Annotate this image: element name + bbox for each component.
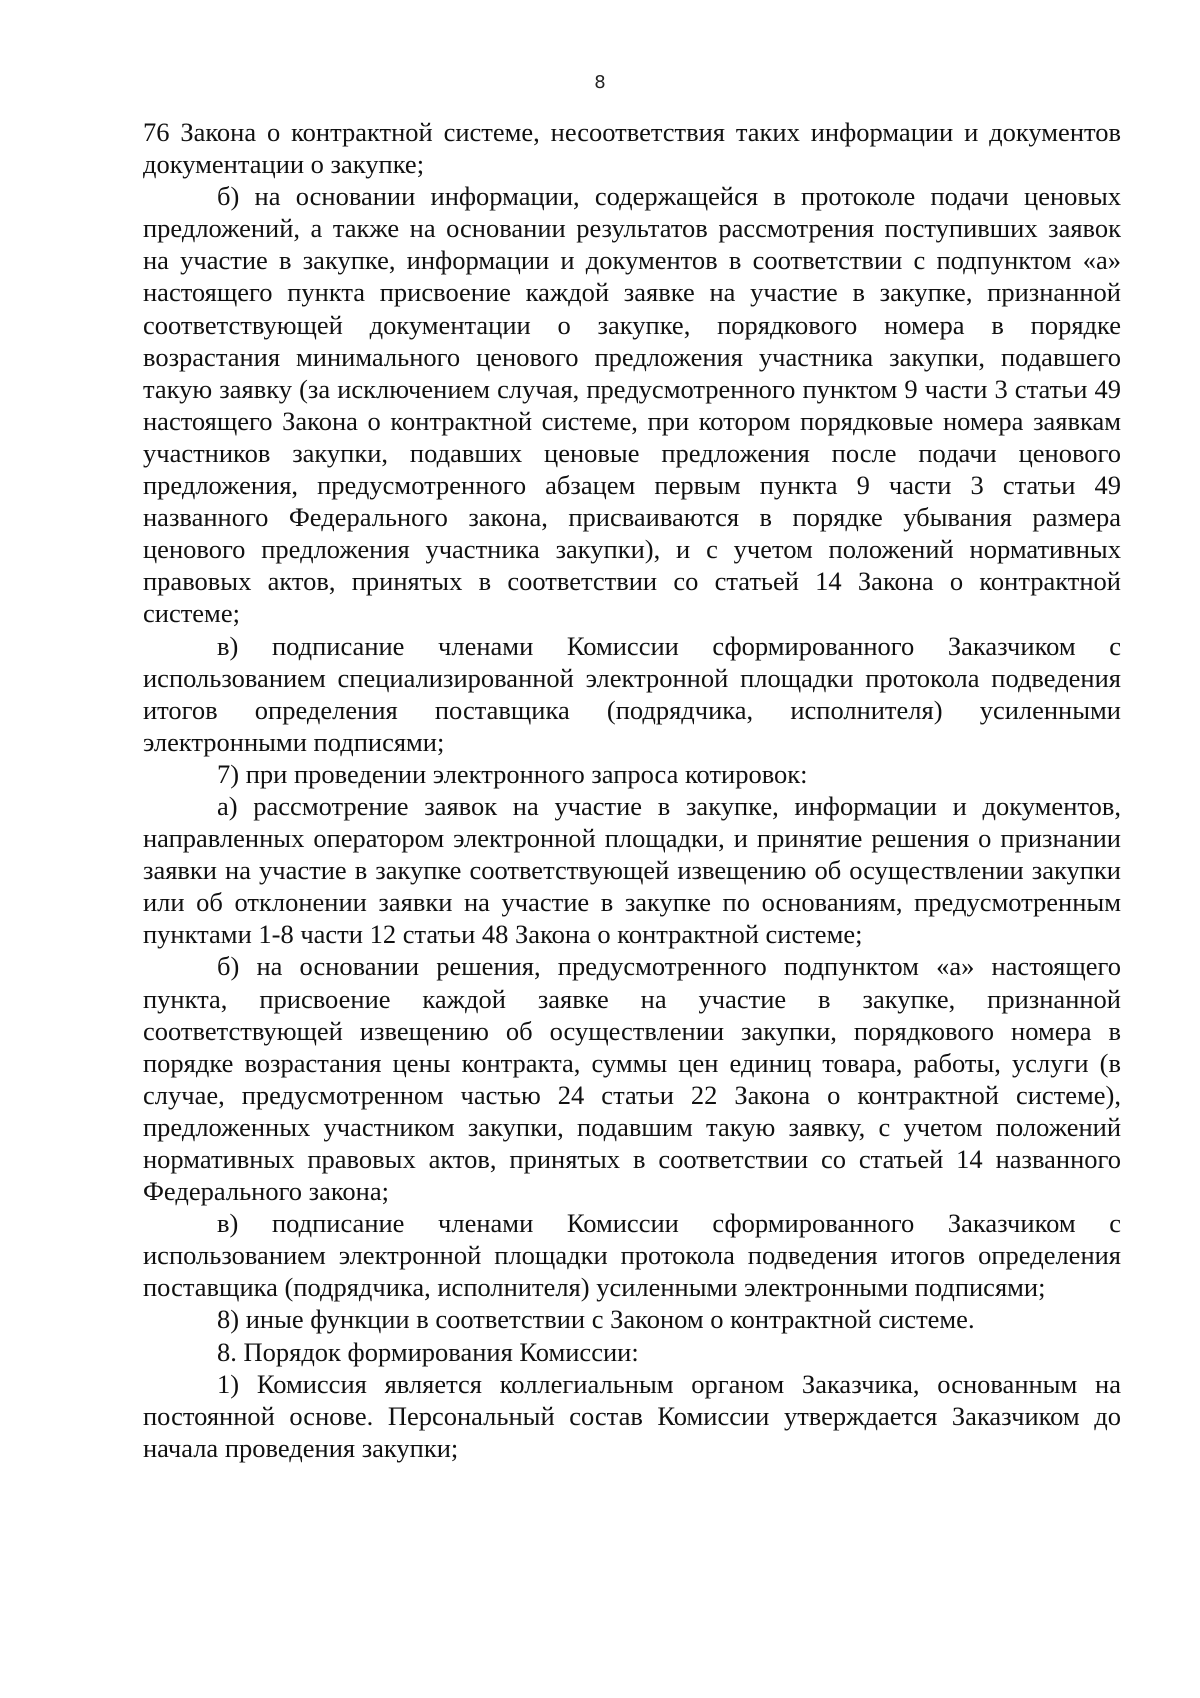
page-number: 8 xyxy=(594,72,606,93)
paragraph-item-8-1: 1) Комиссия является коллегиальным органом Заказчика, основанным на постоянной основе. Персональный состав Комиссии утверждается Заказчиком до начала проведения закупки; xyxy=(143,1368,1121,1463)
paragraph-subitem-6v: в) подписание членами Комиссии сформированного Заказчиком с использованием специализированной электронной площадки протокола подведения итогов определения поставщика (подрядчика, исполнителя) усиленными электронными подписями; xyxy=(143,630,1121,757)
document-body xyxy=(143,116,1121,1464)
paragraph-subitem-7a: а) рассмотрение заявок на участие в закупке, информации и документов, направленных оператором электронной площадки, и принятие решения о признании заявки на участие в закупке соответствующей извещению об осуществлении закупки или об отклонении заявки на участие в закупке по основаниям, предусмотренным пунктами 1-8 части 12 статьи 48 Закона о контрактной системе; xyxy=(143,790,1121,950)
paragraph-item-8: 8) иные функции в соответствии с Законом о контрактной системе. xyxy=(217,1304,975,1335)
paragraph-continuation: 76 Закона о контрактной системе, несоответствия таких информации и документов документации о закупке; xyxy=(143,117,1121,180)
paragraph-item-7: 7) при проведении электронного запроса котировок: xyxy=(217,758,808,789)
paragraph-subitem-7b: б) на основании решения, предусмотренного подпунктом «а» настоящего пункта, присвоение каждой заявке на участие в закупке, признанной соответствующей извещению об осуществлении закупки, порядкового номера в порядке возрастания цены контракта, суммы цен единиц товара, работы, услуги (в случае, предусмотренном частью 24 статьи 22 Закона о контрактной системе), предложенных участником закупки, подавшим такую заявку, с учетом положений нормативных правовых актов, принятых в соответствии со статьей 14 названного Федерального закона; xyxy=(143,951,1121,1207)
paragraph-subitem-7v: в) подписание членами Комиссии сформированного Заказчиком с использованием электронной площадки протокола подведения итогов определения поставщика (подрядчика, исполнителя) усиленными электронными подписями; xyxy=(143,1208,1121,1303)
paragraph-subitem-6b: б) на основании информации, содержащейся в протоколе подачи ценовых предложений, а также на основании результатов рассмотрения поступивших заявок на участие в закупке, информации и документов в соответствии с подпунктом «а» настоящего пункта присвоение каждой заявке на участие в закупке, признанной соответствующей документации о закупке, порядкового номера в порядке возрастания минимального ценового предложения участника закупки, подавшего такую заявку (за исключением случая, предусмотренного пунктом 9 части 3 статьи 49 настоящего Закона о контрактной системе, при котором порядковые номера заявкам участников закупки, подавших ценовые предложения после подачи ценового предложения, предусмотренного абзацем первым пункта 9 части 3 статьи 49 названного Федерального закона, присваиваются в порядке убывания размера ценового предложения участника закупки), и с учетом положений нормативных правовых актов, принятых в соответствии со статьей 14 Закона о контрактной системе; xyxy=(143,181,1121,629)
section-heading-8: 8. Порядок формирования Комиссии: xyxy=(217,1336,639,1367)
